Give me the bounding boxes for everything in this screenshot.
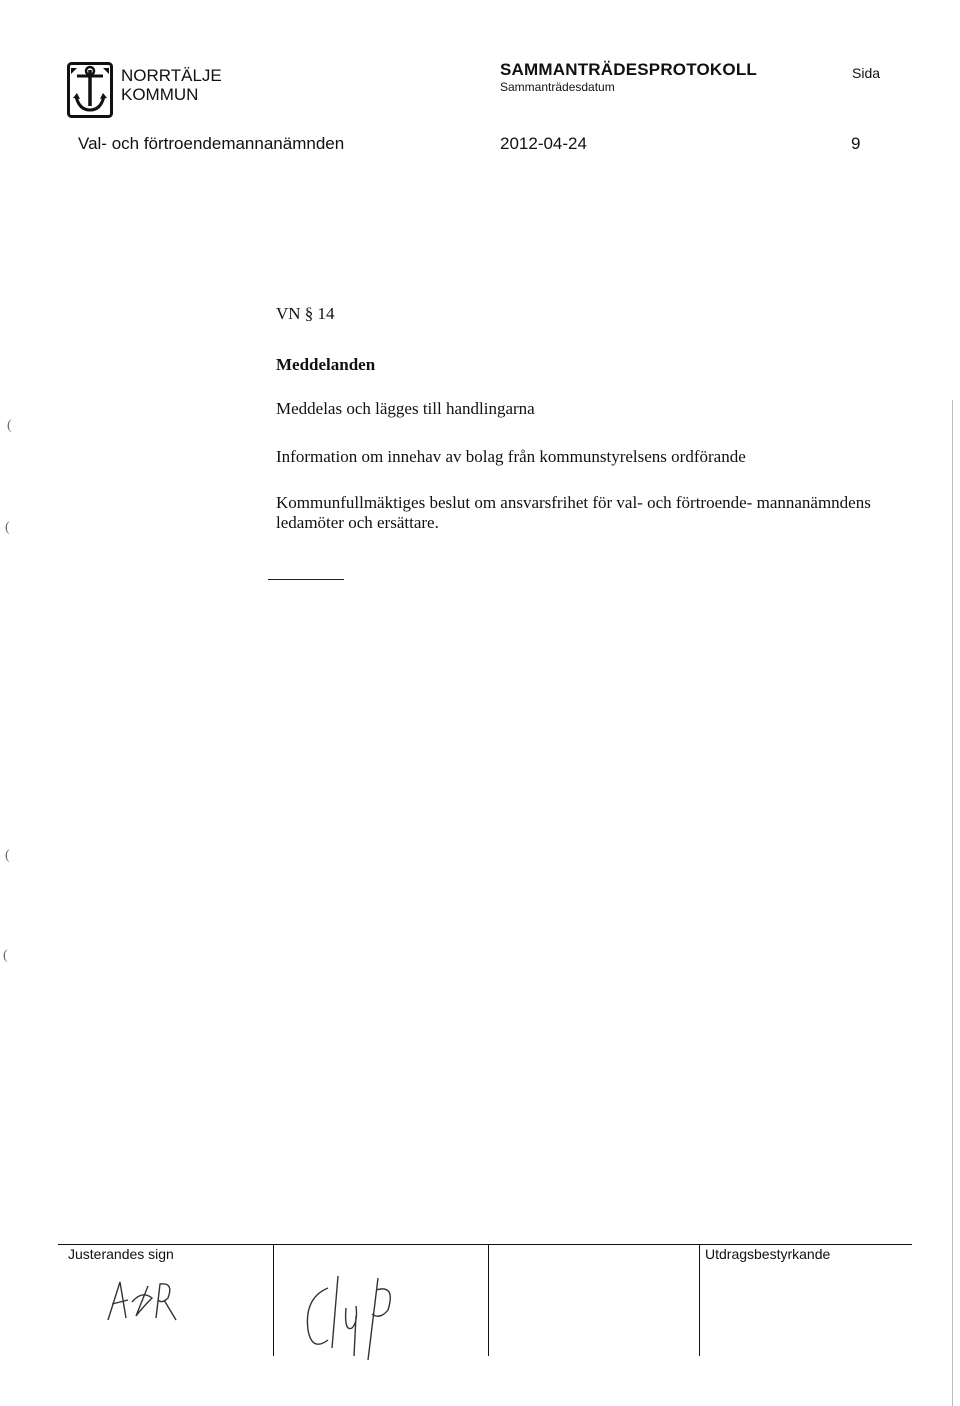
certification-label: Utdragsbestyrkande — [705, 1246, 831, 1262]
margin-bracket-mark: ( — [5, 848, 10, 863]
meeting-date-label: Sammanträdesdatum — [500, 80, 615, 94]
document-type: SAMMANTRÄDESPROTOKOLL — [500, 60, 757, 79]
margin-bracket-mark: ( — [5, 520, 10, 535]
margin-bracket-mark: ( — [7, 418, 12, 433]
organization-name — [121, 66, 222, 104]
paragraph-reference: VN § 14 — [276, 304, 335, 323]
organization-line-1: NORRTÄLJE — [121, 66, 222, 85]
footer-column-divider — [488, 1244, 489, 1356]
section-end-rule — [268, 579, 344, 580]
meeting-date: 2012-04-24 — [500, 134, 587, 153]
page-edge-line — [952, 400, 953, 1406]
agenda-item: Meddelas och lägges till handlingarna — [276, 399, 535, 418]
footer-column-divider — [699, 1244, 700, 1356]
page-number: 9 — [851, 134, 861, 153]
footer-column-divider — [273, 1244, 274, 1356]
anchor-crest-icon — [67, 62, 113, 118]
signature-initials — [102, 1268, 182, 1333]
committee-name: Val- och förtroendemannanämnden — [78, 134, 345, 153]
footer-rule — [58, 1244, 912, 1245]
section-heading: Meddelanden — [276, 355, 376, 374]
signature-label: Justerandes sign — [68, 1246, 174, 1262]
organization-line-2: KOMMUN — [121, 85, 199, 104]
agenda-item: Kommunfullmäktiges beslut om ansvarsfrihet för val- och förtroende- mannanämndens ledamöter och ersättare. — [276, 493, 871, 532]
signature-initials — [292, 1268, 412, 1368]
page-label: Sida — [852, 65, 881, 81]
margin-bracket-mark: ( — [3, 948, 8, 963]
agenda-item: Information om innehav av bolag från kommunstyrelsens ordförande — [276, 447, 746, 466]
